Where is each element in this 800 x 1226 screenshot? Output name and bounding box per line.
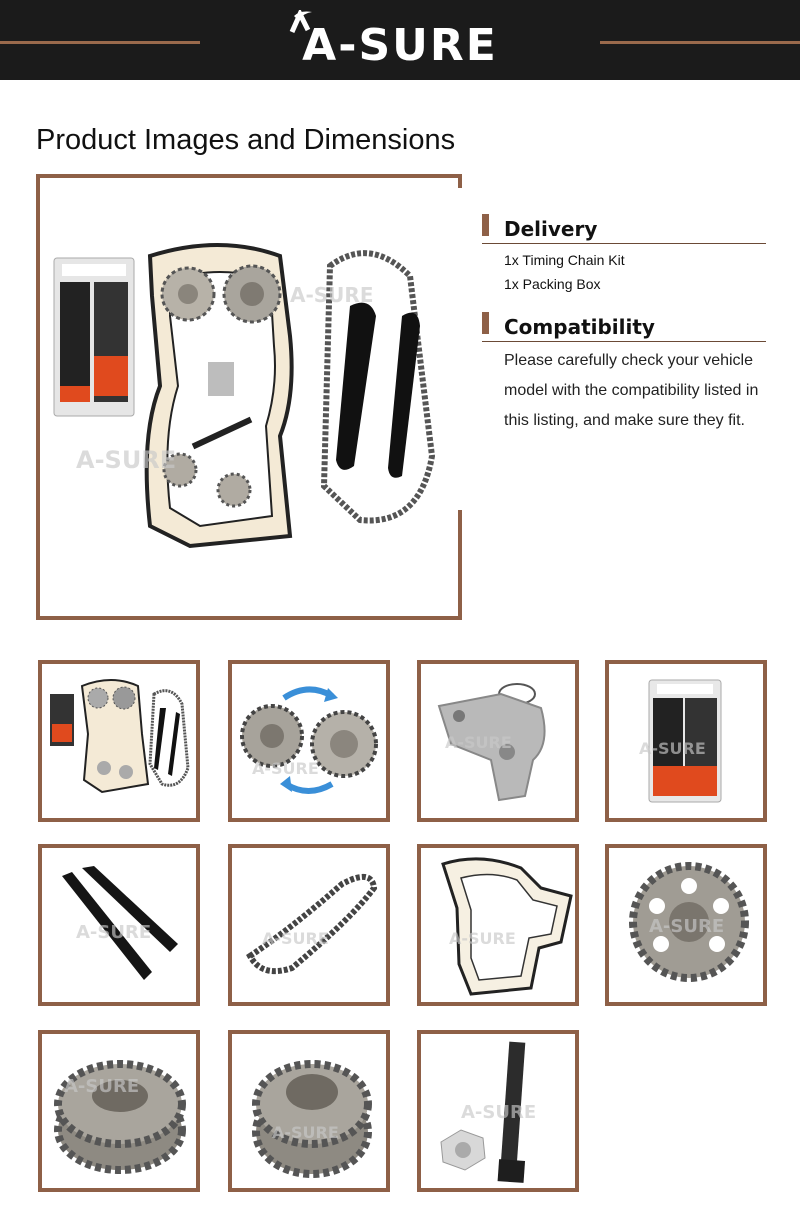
thumbnail-chain-tensioner[interactable]	[417, 660, 579, 822]
delivery-heading-text: Delivery	[504, 217, 598, 241]
header-divider-left	[0, 41, 200, 44]
svg-text:A-SURE: A-SURE	[252, 759, 319, 778]
tensioner-icon	[421, 664, 575, 818]
chain-icon	[232, 848, 386, 1002]
thumbnail-sealant-tube[interactable]	[605, 660, 767, 822]
compatibility-heading-text: Compatibility	[504, 315, 655, 339]
full-kit-icon	[42, 664, 196, 818]
guides-icon	[42, 848, 196, 1002]
chain-guides-icon	[336, 303, 376, 470]
compatibility-section	[482, 310, 766, 436]
compatibility-line: this listing, and make sure they fit.	[504, 412, 745, 429]
watermark-text: A-SURE	[76, 446, 177, 474]
svg-text:A-SURE: A-SURE	[272, 1123, 339, 1142]
delivery-item: 1x Packing Box	[504, 276, 601, 292]
thumbnail-timing-chain[interactable]	[228, 844, 390, 1006]
svg-text:A-SURE: A-SURE	[461, 1102, 537, 1123]
delivery-section	[482, 212, 766, 296]
compatibility-heading	[482, 310, 766, 342]
thumbnail-crankshaft-sprocket-angled[interactable]	[228, 1030, 390, 1192]
sealant-tube-icon	[54, 258, 134, 416]
compatibility-text	[482, 346, 766, 436]
heading-accent-bar	[482, 312, 489, 334]
heading-accent-bar	[482, 214, 489, 236]
logo-text: A-SURE	[302, 20, 498, 71]
thumbnail-bolt-and-nut[interactable]	[417, 1030, 579, 1192]
vvt-gear-icon	[232, 664, 386, 818]
delivery-heading	[482, 212, 766, 244]
svg-text:A-SURE: A-SURE	[290, 283, 374, 307]
crank-sprocket-icon	[42, 1034, 196, 1188]
svg-text:A-SURE: A-SURE	[449, 929, 516, 948]
header-divider-right	[600, 41, 800, 44]
info-panel	[482, 212, 766, 436]
sealant-icon	[609, 664, 763, 818]
page-title: Product Images and Dimensions	[36, 124, 456, 156]
thumbnail-vvt-camshaft-gear[interactable]	[228, 660, 390, 822]
gasket-icon	[421, 848, 575, 1002]
svg-text:A-SURE: A-SURE	[76, 922, 152, 943]
main-product-image[interactable]	[40, 236, 450, 566]
site-header	[0, 0, 800, 80]
svg-text:A-SURE: A-SURE	[649, 916, 725, 937]
compatibility-line: model with the compatibility listed in	[504, 382, 759, 399]
crank-sprocket-angled-icon	[232, 1034, 386, 1188]
compatibility-line: Please carefully check your vehicle	[504, 352, 754, 369]
svg-text:A-SURE: A-SURE	[445, 733, 512, 752]
svg-text:A-SURE: A-SURE	[639, 739, 706, 758]
thumbnail-chain-guides[interactable]	[38, 844, 200, 1006]
delivery-item: 1x Timing Chain Kit	[504, 252, 625, 268]
cam-gear-icon	[609, 848, 763, 1002]
svg-text:A-SURE: A-SURE	[64, 1076, 140, 1097]
thumbnail-cover-gasket[interactable]	[417, 844, 579, 1006]
thumbnail-full-kit[interactable]	[38, 660, 200, 822]
thumbnail-crankshaft-sprocket[interactable]	[38, 1030, 200, 1192]
bolt-icon	[421, 1034, 575, 1188]
brand-logo[interactable]	[270, 10, 530, 70]
thumbnail-camshaft-gear[interactable]	[605, 844, 767, 1006]
svg-text:A-SURE: A-SURE	[262, 929, 329, 948]
